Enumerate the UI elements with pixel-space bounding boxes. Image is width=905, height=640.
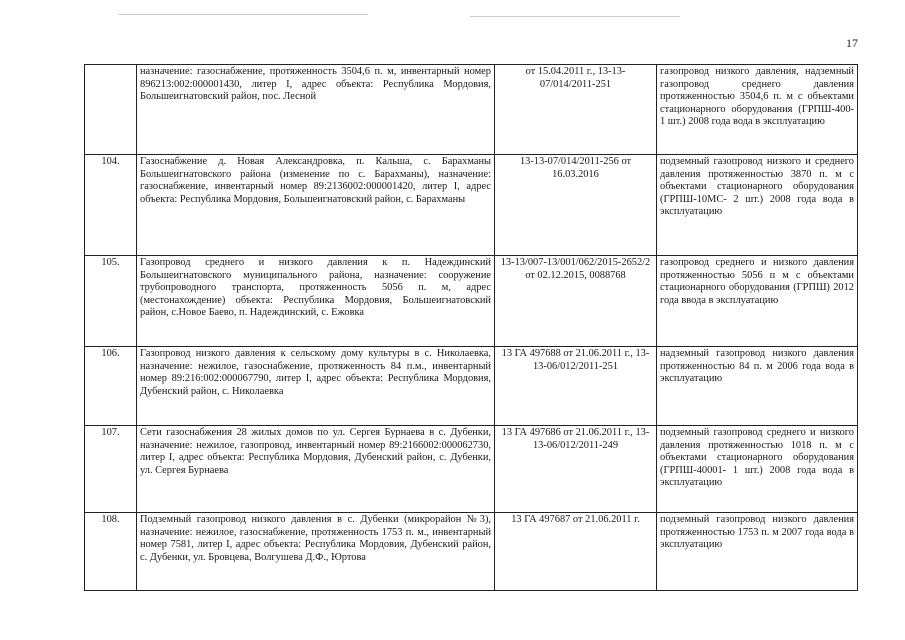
- object-characteristics: газопровод среднего и низкого давления протяженностью 5056 п м с объектами стационарного оборудования (ГРПШ) 2012 года ввода в эксплуатацию: [657, 256, 858, 347]
- scan-artifact-top: [118, 14, 368, 15]
- registration-details: 13 ГА 497686 от 21.06.2011 г., 13-13-06/012/2011-249: [495, 426, 657, 513]
- registration-details: 13-13/007-13/001/062/2015-2652/2 от 02.12.2015, 0088768: [495, 256, 657, 347]
- page-number: 17: [846, 36, 858, 50]
- row-number: 105.: [85, 256, 137, 347]
- table-row: [85, 347, 858, 426]
- object-description: Газоснабжение д. Новая Александровка, п. Кальша, с. Барахманы Большеигнатовского района (изменение по с. Барахманы), назначение: газоснабжение, инвентарный номер 89:2136002:000001420, литер I, адрес объекта: Республика Мордовия, Большеигнатовский район, с. Барахманы: [137, 155, 495, 256]
- table-row: [85, 65, 858, 155]
- object-description: Подземный газопровод низкого давления в с. Дубенки (микрорайон №3), назначение: нежилое, газоснабжение, протяженность 1753 п. м., инвентарный номер 7581, литер I, адрес объекта: Республика Мордовия, Дубенский район, с. Дубенки, ул. Бровцева, Волгушева Д.Ф., Юртова: [137, 513, 495, 591]
- registration-details: от 15.04.2011 г., 13-13-07/014/2011-251: [495, 65, 657, 155]
- row-number: 106.: [85, 347, 137, 426]
- table-row: [85, 513, 858, 591]
- scan-artifact-top-right: [470, 16, 680, 17]
- property-registry-table: [84, 64, 858, 591]
- table-row: [85, 256, 858, 347]
- table-row: [85, 155, 858, 256]
- registration-details: 13-13-07/014/2011-256 от 16.03.2016: [495, 155, 657, 256]
- object-description: назначение: газоснабжение, протяженность 3504,6 п. м, инвентарный номер 896213:002:000001430, литер I, адрес объекта: Республика Мордовия, Большеигнатовский район, пос. Лесной: [137, 65, 495, 155]
- table-row: [85, 426, 858, 513]
- object-characteristics: подземный газопровод среднего и низкого давления протяженностью 1018 п. м с объектами стационарного оборудования (ГРПШ-40001- 1 шт.) 2008 года вода в эксплуатацию: [657, 426, 858, 513]
- registration-details: 13 ГА 497688 от 21.06.2011 г., 13-13-06/012/2011-251: [495, 347, 657, 426]
- registration-details: 13 ГА 497687 от 21.06.2011 г.: [495, 513, 657, 591]
- object-description: Газопровод среднего и низкого давления к п. Надеждинский Большеигнатовского муниципального района, назначение: сооружение трубопроводного транспорта, протяженность 5056 п. м, адрес (местонахождение) объекта: Республика Мордовия, Большеигнатовский район, с.Новое Баево, п. Надеждинский, с. Ежовка: [137, 256, 495, 347]
- row-number: 104.: [85, 155, 137, 256]
- row-number: 108.: [85, 513, 137, 591]
- row-number: 107.: [85, 426, 137, 513]
- object-description: Газопровод низкого давления к сельскому дому культуры в с. Николаевка, назначение: нежилое, газоснабжение, протяженность 84 п.м., инвентарный номер 89:216:002:000067790, литер I, адрес объекта: Республика Мордовия, Дубенский район, с. Николаевка: [137, 347, 495, 426]
- object-description: Сети газоснабжения 28 жилых домов по ул. Сергея Бурнаева в с. Дубенки, назначение: нежилое, газопровод, инвентарный номер 89:2166002:000062730, литер I, адрес объекта: Республика Мордовия, Дубенский район, с. Дубенки, ул. Сергея Бурнаева: [137, 426, 495, 513]
- row-number: [85, 65, 137, 155]
- object-characteristics: надземный газопровод низкого давления протяженностью 84 п. м 2006 года вода в эксплуатацию: [657, 347, 858, 426]
- object-characteristics: подземный газопровод низкого давления протяженностью 1753 п. м 2007 года вода в эксплуатацию: [657, 513, 858, 591]
- object-characteristics: газопровод низкого давления, надземный газопровод среднего давления протяженностью 3504,6 п. м с объектами стационарного оборудования (ГРПШ-400- 1 шт.) 2008 года вода в эксплуатацию: [657, 65, 858, 155]
- object-characteristics: подземный газопровод низкого и среднего давления протяженностью 3870 п. м с объектами стационарного оборудования (ГРПШ-10МС- 2 шт.) 2008 года вода в эксплуатацию: [657, 155, 858, 256]
